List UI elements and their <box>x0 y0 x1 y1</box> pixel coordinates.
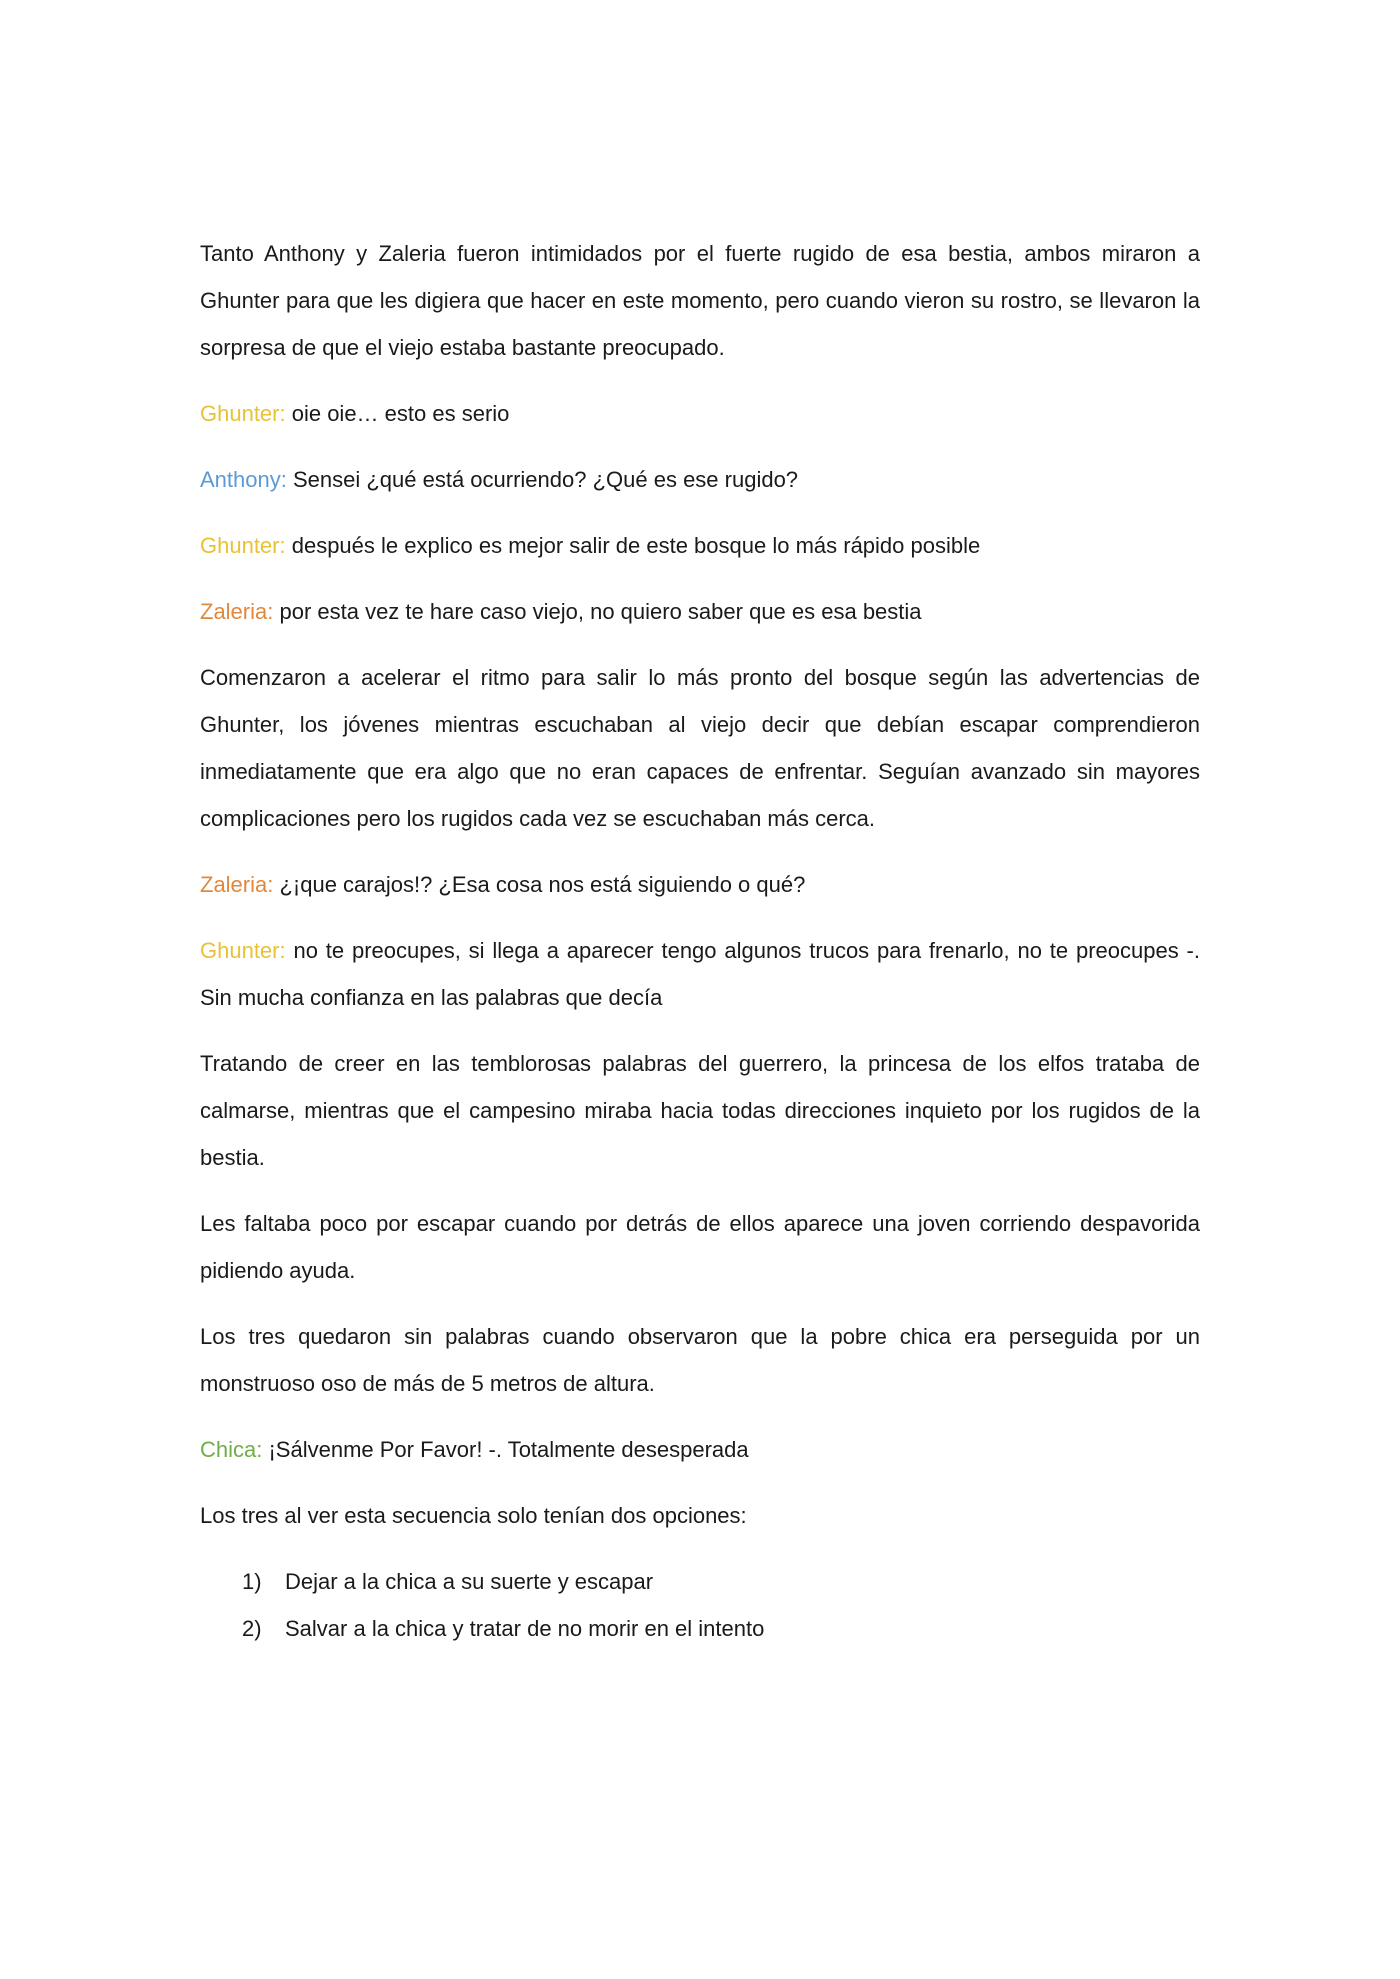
dialogue-text: ¡Sálvenme Por Favor! -. Totalmente desesperada <box>262 1437 749 1462</box>
dialogue-line <box>200 390 1200 437</box>
list-item <box>200 1558 1200 1605</box>
dialogue-text: ¿¡que carajos!? ¿Esa cosa nos está siguiendo o qué? <box>273 872 806 897</box>
dialogue-line <box>200 927 1200 1021</box>
speaker-name: Ghunter: <box>200 401 286 426</box>
narration-paragraph: Tratando de creer en las temblorosas palabras del guerrero, la princesa de los elfos trataba de calmarse, mientras que el campesino miraba hacia todas direcciones inquieto por los rugidos de la bestia. <box>200 1051 1200 1170</box>
narration-paragraph: Les faltaba poco por escapar cuando por detrás de ellos aparece una joven corriendo despavorida pidiendo ayuda. <box>200 1211 1200 1283</box>
dialogue-text: Sensei ¿qué está ocurriendo? ¿Qué es ese rugido? <box>286 467 799 492</box>
narration-paragraph: Los tres quedaron sin palabras cuando observaron que la pobre chica era perseguida por un monstruoso oso de más de 5 metros de altura. <box>200 1324 1200 1396</box>
list-text: Dejar a la chica a su suerte y escapar <box>285 1569 654 1594</box>
dialogue-line <box>200 1426 1200 1473</box>
list-item <box>200 1605 1200 1652</box>
narration-paragraph: Los tres al ver esta secuencia solo tenían dos opciones: <box>200 1503 747 1528</box>
list-text: Salvar a la chica y tratar de no morir en el intento <box>285 1616 765 1641</box>
speaker-name: Zaleria: <box>200 599 274 624</box>
dialogue-line <box>200 456 1200 503</box>
list-number: 2) <box>242 1616 262 1641</box>
document-page <box>200 230 1200 1652</box>
options-list <box>200 1558 1200 1652</box>
dialogue-line <box>200 522 1200 569</box>
speaker-name: Ghunter: <box>200 533 286 558</box>
dialogue-text: oie oie… esto es serio <box>285 401 510 426</box>
dialogue-text: por esta vez te hare caso viejo, no quiero saber que es esa bestia <box>273 599 922 624</box>
narration-paragraph: Tanto Anthony y Zaleria fueron intimidados por el fuerte rugido de esa bestia, ambos miraron a Ghunter para que les digiera que hacer en este momento, pero cuando vieron su rostro, se llevaron la sorpresa de que el viejo estaba bastante preocupado. <box>200 241 1200 360</box>
dialogue-line <box>200 588 1200 635</box>
speaker-name: Zaleria: <box>200 872 274 897</box>
dialogue-text: no te preocupes, si llega a aparecer tengo algunos trucos para frenarlo, no te preocupes -. Sin mucha confianza en las palabras que decía <box>200 938 1200 1010</box>
dialogue-line <box>200 861 1200 908</box>
dialogue-text: después le explico es mejor salir de este bosque lo más rápido posible <box>285 533 981 558</box>
speaker-name: Anthony: <box>200 467 287 492</box>
speaker-name: Chica: <box>200 1437 263 1462</box>
speaker-name: Ghunter: <box>200 938 286 963</box>
list-number: 1) <box>242 1569 262 1594</box>
narration-paragraph: Comenzaron a acelerar el ritmo para salir lo más pronto del bosque según las advertencias de Ghunter, los jóvenes mientras escuchaban al viejo decir que debían escapar comprendieron inmediatamente que era algo que no eran capaces de enfrentar. Seguían avanzado sin mayores complicaciones pero los rugidos cada vez se escuchaban más cerca. <box>200 665 1200 831</box>
